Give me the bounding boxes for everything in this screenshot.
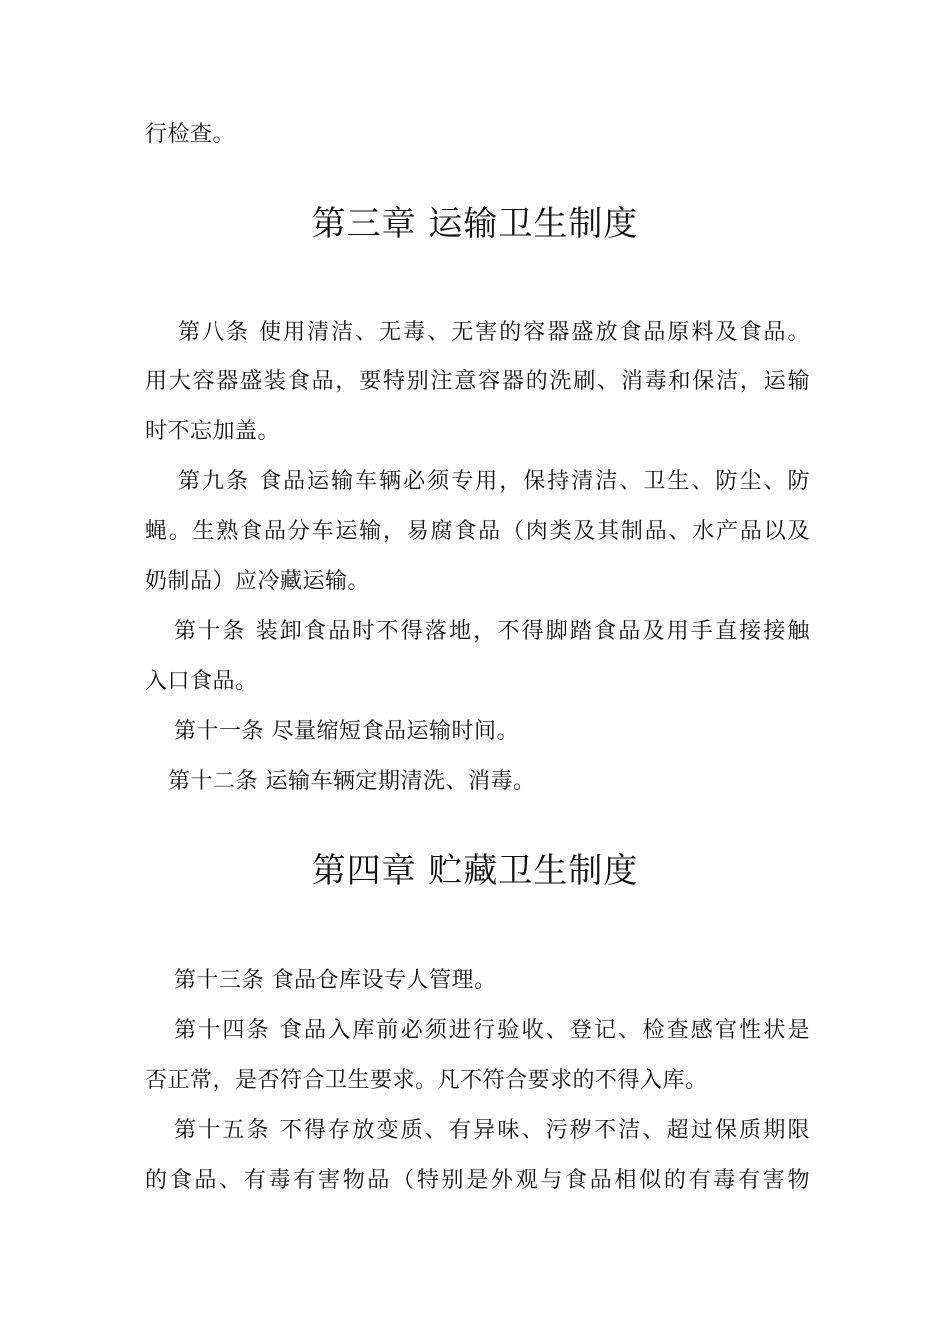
article-14-line-2: 否正常，是否符合卫生要求。凡不符合要求的不得入库。 [145, 1068, 708, 1093]
article-9-line-3: 奶制品）应冷藏运输。 [145, 569, 371, 594]
article-14-line-1: 第十四条 食品入库前必须进行验收、登记、检查感官性状是 [174, 1018, 810, 1043]
article-8-line-2: 用大容器盛装食品，要特别注意容器的洗刷、消毒和保洁，运输 [145, 369, 810, 394]
article-13-line: 第十三条 食品仓库设专人管理。 [174, 968, 497, 993]
article-15-line-1: 第十五条 不得存放变质、有异味、污秽不洁、超过保质期限 [174, 1118, 810, 1143]
article-9-line-1: 第九条 食品运输车辆必须专用，保持清洁、卫生、防尘、防 [178, 469, 810, 494]
chapter-3-title: 第三章 运输卫生制度 [311, 204, 639, 244]
article-15-line-2: 的食品、有毒有害物品（特别是外观与食品相似的有毒有害物 [145, 1168, 810, 1193]
article-9-line-2: 蝇。生熟食品分车运输，易腐食品（肉类及其制品、水产品以及 [145, 519, 810, 544]
article-10-line-1: 第十条 装卸食品时不得落地，不得脚踏食品及用手直接接触 [174, 619, 810, 644]
article-8-line-1: 第八条 使用清洁、无毒、无害的容器盛放食品原料及食品。 [178, 320, 810, 345]
intro-line: 行检查。 [145, 122, 236, 147]
chapter-4-title: 第四章 贮藏卫生制度 [311, 851, 639, 891]
article-12-line: 第十二条 运输车辆定期清洗、消毒。 [168, 769, 536, 794]
article-8-line-3: 时不忘加盖。 [145, 419, 281, 444]
article-10-line-2: 入口食品。 [145, 669, 258, 694]
article-11-line: 第十一条 尽量缩短食品运输时间。 [174, 719, 519, 744]
